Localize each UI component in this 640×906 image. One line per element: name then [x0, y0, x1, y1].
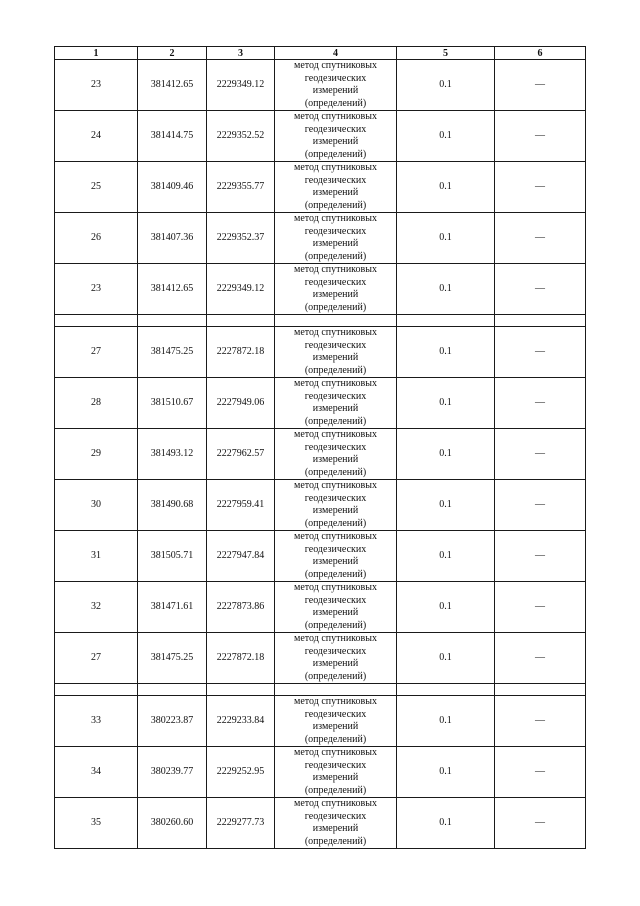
point-number: 23: [55, 60, 138, 111]
note-value: —: [495, 480, 586, 531]
coordinate-y: 2227873.86: [207, 582, 275, 633]
method-line: метод спутниковых: [294, 582, 377, 593]
method-line: (определений): [304, 670, 367, 682]
method-line: метод спутниковых: [294, 480, 377, 491]
coordinate-y: 2227872.18: [207, 327, 275, 378]
method-line: геодезических: [304, 759, 367, 771]
method-line: (определений): [304, 517, 367, 529]
note-value: —: [495, 378, 586, 429]
note-value: —: [495, 696, 586, 747]
coordinate-x: 381510.67: [138, 378, 207, 429]
separator-cell: [207, 684, 275, 696]
method-line: геодезических: [304, 543, 367, 555]
coordinate-y: 2227959.41: [207, 480, 275, 531]
method-line: геодезических: [304, 708, 367, 720]
measurement-method: [275, 429, 397, 480]
coordinate-y: 2229349.12: [207, 264, 275, 315]
coordinate-x: 380223.87: [138, 696, 207, 747]
table-row: [55, 582, 586, 633]
method-line: (определений): [304, 364, 367, 376]
header-col-5: 5: [397, 47, 495, 60]
measurement-method: [275, 378, 397, 429]
method-line: геодезических: [304, 225, 367, 237]
measurement-method: [275, 747, 397, 798]
separator-cell: [397, 684, 495, 696]
coordinate-x: 381490.68: [138, 480, 207, 531]
point-number: 27: [55, 327, 138, 378]
accuracy-value: 0.1: [397, 633, 495, 684]
table-row: [55, 111, 586, 162]
method-line: метод спутниковых: [294, 264, 377, 275]
method-line: метод спутниковых: [294, 327, 377, 338]
table-row: [55, 696, 586, 747]
coordinate-y: 2227872.18: [207, 633, 275, 684]
accuracy-value: 0.1: [397, 162, 495, 213]
method-line: измерений: [312, 505, 359, 516]
method-line: (определений): [304, 415, 367, 427]
method-line: (определений): [304, 619, 367, 631]
method-line: геодезических: [304, 339, 367, 351]
method-line: метод спутниковых: [294, 213, 377, 224]
method-line: (определений): [304, 835, 367, 847]
coordinate-x: 381493.12: [138, 429, 207, 480]
point-number: 33: [55, 696, 138, 747]
method-line: геодезических: [304, 390, 367, 402]
point-number: 27: [55, 633, 138, 684]
method-line: (определений): [304, 199, 367, 211]
coordinate-y: 2229349.12: [207, 60, 275, 111]
header-col-2: 2: [138, 47, 207, 60]
measurement-method: [275, 213, 397, 264]
separator-cell: [275, 315, 397, 327]
method-line: метод спутниковых: [294, 429, 377, 440]
note-value: —: [495, 633, 586, 684]
point-number: 28: [55, 378, 138, 429]
method-line: метод спутниковых: [294, 633, 377, 644]
table-row: [55, 264, 586, 315]
method-line: (определений): [304, 784, 367, 796]
note-value: —: [495, 60, 586, 111]
method-line: измерений: [312, 772, 359, 783]
accuracy-value: 0.1: [397, 111, 495, 162]
coordinate-x: 381471.61: [138, 582, 207, 633]
method-line: метод спутниковых: [294, 531, 377, 542]
measurement-method: [275, 798, 397, 849]
method-line: геодезических: [304, 492, 367, 504]
method-line: измерений: [312, 289, 359, 300]
note-value: —: [495, 162, 586, 213]
header-col-1: 1: [55, 47, 138, 60]
coordinates-table: [54, 46, 586, 849]
accuracy-value: 0.1: [397, 480, 495, 531]
method-line: метод спутниковых: [294, 111, 377, 122]
table-row: [55, 633, 586, 684]
method-line: измерений: [312, 556, 359, 567]
method-line: измерений: [312, 454, 359, 465]
method-line: геодезических: [304, 810, 367, 822]
method-line: геодезических: [304, 594, 367, 606]
point-number: 35: [55, 798, 138, 849]
accuracy-value: 0.1: [397, 429, 495, 480]
method-line: (определений): [304, 568, 367, 580]
separator-cell: [495, 684, 586, 696]
method-line: измерений: [312, 352, 359, 363]
note-value: —: [495, 429, 586, 480]
separator-cell: [275, 684, 397, 696]
accuracy-value: 0.1: [397, 747, 495, 798]
method-line: измерений: [312, 136, 359, 147]
method-line: метод спутниковых: [294, 798, 377, 809]
coordinate-x: 381505.71: [138, 531, 207, 582]
header-col-4: 4: [275, 47, 397, 60]
note-value: —: [495, 747, 586, 798]
table-row: [55, 480, 586, 531]
header-col-3: 3: [207, 47, 275, 60]
accuracy-value: 0.1: [397, 264, 495, 315]
header-row: [55, 47, 586, 60]
coordinate-x: 381409.46: [138, 162, 207, 213]
accuracy-value: 0.1: [397, 531, 495, 582]
method-line: измерений: [312, 823, 359, 834]
separator-cell: [55, 684, 138, 696]
method-line: геодезических: [304, 123, 367, 135]
coordinate-y: 2229233.84: [207, 696, 275, 747]
method-line: геодезических: [304, 276, 367, 288]
note-value: —: [495, 798, 586, 849]
point-number: 31: [55, 531, 138, 582]
accuracy-value: 0.1: [397, 213, 495, 264]
table-header: [55, 47, 586, 60]
method-line: измерений: [312, 658, 359, 669]
method-line: измерений: [312, 403, 359, 414]
coordinate-x: 381475.25: [138, 327, 207, 378]
accuracy-value: 0.1: [397, 327, 495, 378]
method-line: метод спутниковых: [294, 747, 377, 758]
coordinate-y: 2229352.37: [207, 213, 275, 264]
separator-cell: [495, 315, 586, 327]
coordinate-y: 2229277.73: [207, 798, 275, 849]
measurement-method: [275, 111, 397, 162]
method-line: измерений: [312, 721, 359, 732]
measurement-method: [275, 264, 397, 315]
table-row: [55, 798, 586, 849]
point-number: 23: [55, 264, 138, 315]
coordinate-y: 2229252.95: [207, 747, 275, 798]
accuracy-value: 0.1: [397, 582, 495, 633]
table-row: [55, 378, 586, 429]
measurement-method: [275, 327, 397, 378]
separator-row: [55, 315, 586, 327]
table-row: [55, 213, 586, 264]
coordinate-x: 381407.36: [138, 213, 207, 264]
separator-cell: [397, 315, 495, 327]
method-line: измерений: [312, 187, 359, 198]
method-line: метод спутниковых: [294, 60, 377, 71]
separator-cell: [207, 315, 275, 327]
measurement-method: [275, 582, 397, 633]
coordinate-y: 2227949.06: [207, 378, 275, 429]
point-number: 26: [55, 213, 138, 264]
table-row: [55, 429, 586, 480]
method-line: (определений): [304, 250, 367, 262]
measurement-method: [275, 60, 397, 111]
accuracy-value: 0.1: [397, 60, 495, 111]
header-col-6: 6: [495, 47, 586, 60]
separator-cell: [138, 684, 207, 696]
method-line: метод спутниковых: [294, 378, 377, 389]
point-number: 25: [55, 162, 138, 213]
note-value: —: [495, 264, 586, 315]
measurement-method: [275, 162, 397, 213]
coordinate-x: 381412.65: [138, 264, 207, 315]
table-body: [55, 60, 586, 849]
note-value: —: [495, 213, 586, 264]
measurement-method: [275, 531, 397, 582]
method-line: измерений: [312, 607, 359, 618]
note-value: —: [495, 111, 586, 162]
point-number: 24: [55, 111, 138, 162]
separator-row: [55, 684, 586, 696]
method-line: (определений): [304, 148, 367, 160]
note-value: —: [495, 327, 586, 378]
coordinate-x: 381412.65: [138, 60, 207, 111]
method-line: геодезических: [304, 645, 367, 657]
method-line: геодезических: [304, 72, 367, 84]
coordinate-y: 2227947.84: [207, 531, 275, 582]
separator-cell: [55, 315, 138, 327]
method-line: метод спутниковых: [294, 696, 377, 707]
measurement-method: [275, 633, 397, 684]
coordinate-x: 381414.75: [138, 111, 207, 162]
measurement-method: [275, 480, 397, 531]
method-line: метод спутниковых: [294, 162, 377, 173]
point-number: 30: [55, 480, 138, 531]
note-value: —: [495, 582, 586, 633]
method-line: геодезических: [304, 174, 367, 186]
table-row: [55, 327, 586, 378]
coordinate-y: 2227962.57: [207, 429, 275, 480]
coordinate-x: 380239.77: [138, 747, 207, 798]
method-line: (определений): [304, 733, 367, 745]
accuracy-value: 0.1: [397, 696, 495, 747]
point-number: 29: [55, 429, 138, 480]
note-value: —: [495, 531, 586, 582]
method-line: измерений: [312, 238, 359, 249]
table-row: [55, 747, 586, 798]
coordinate-x: 381475.25: [138, 633, 207, 684]
accuracy-value: 0.1: [397, 378, 495, 429]
table-row: [55, 60, 586, 111]
point-number: 34: [55, 747, 138, 798]
method-line: (определений): [304, 301, 367, 313]
point-number: 32: [55, 582, 138, 633]
accuracy-value: 0.1: [397, 798, 495, 849]
coordinate-x: 380260.60: [138, 798, 207, 849]
table-row: [55, 162, 586, 213]
coordinate-y: 2229355.77: [207, 162, 275, 213]
method-line: (определений): [304, 97, 367, 109]
separator-cell: [138, 315, 207, 327]
measurement-method: [275, 696, 397, 747]
method-line: (определений): [304, 466, 367, 478]
table-row: [55, 531, 586, 582]
coordinate-y: 2229352.52: [207, 111, 275, 162]
method-line: геодезических: [304, 441, 367, 453]
method-line: измерений: [312, 85, 359, 96]
